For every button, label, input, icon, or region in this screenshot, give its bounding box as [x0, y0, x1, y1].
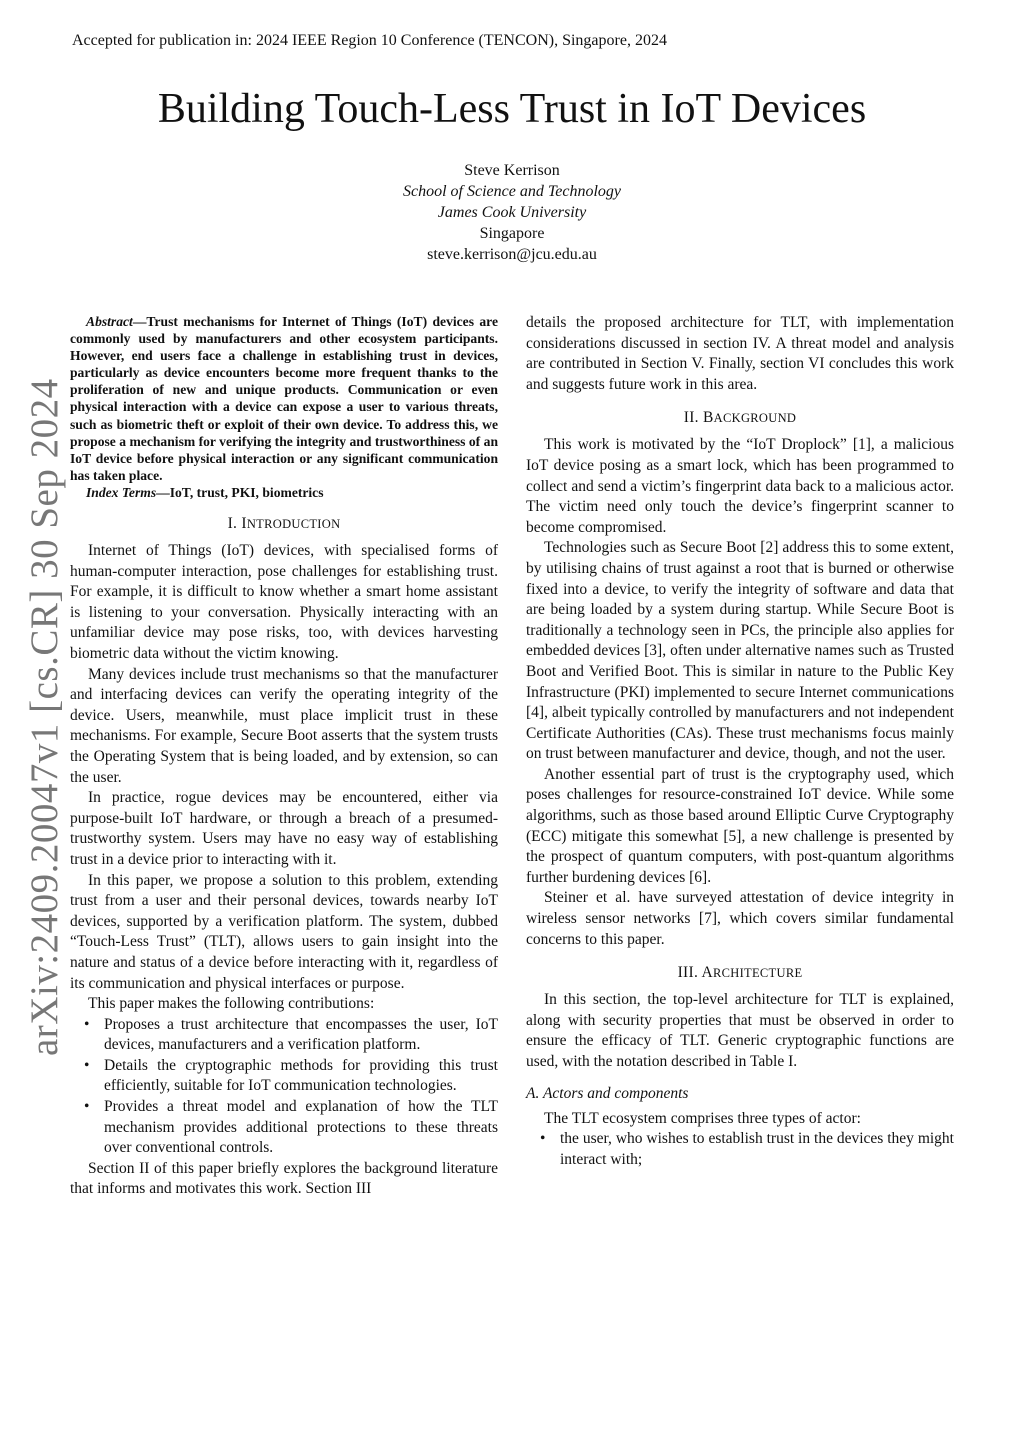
paper-title: Building Touch-Less Trust in IoT Devices [157, 86, 867, 132]
intro-paragraph-1: Internet of Things (IoT) devices, with specialised forms of human-computer interaction, pose challenges for establishing trust. For example, it is difficult to know whether a smart home assistant is listening to your conversation. Physically interacting with an unfamiliar device may pose risks, too, with devices harvesting biometric data without the victim knowing. [70, 542, 498, 662]
list-item: • Proposes a trust architecture that encompasses the user, IoT devices, manufacturers and a verification platform. [84, 1015, 498, 1054]
background-paragraph-4: Steiner et al. have surveyed attestation of device integrity in wireless sensor networks [7], which covers similar fundamental concerns to this paper. [526, 889, 954, 948]
actors-list [526, 1129, 954, 1170]
list-item: • the user, who wishes to establish trust in the devices they might interact with; [540, 1130, 954, 1168]
architecture-paragraph-2: The TLT ecosystem comprises three types of actor: [544, 1109, 861, 1127]
intro-paragraph-6-continued: details the proposed architecture for TLT, with implementation considerations discussed in section IV. A threat model and analysis are contributed in Section V. Finally, section VI concludes this work and suggests future work in this area. [526, 314, 954, 393]
architecture-paragraph-1: In this section, the top-level architecture for TLT is explained, along with security properties that must be observed in order to ensure the efficacy of TLT. Generic cryptographic functions are used, with the notation described in Table I. [526, 991, 954, 1070]
index-terms [70, 484, 498, 501]
intro-paragraph-6: Section II of this paper briefly explores the background literature that informs and motivates this work. Section III [70, 1159, 498, 1198]
abstract-text: —Trust mechanisms for Internet of Things (IoT) devices are commonly used by manufacturers and other ecosystem participants. However, end users face a challenge in establishing trust in devices, particularly as device encounters become more frequent thanks to the proliferation of new and unique products. Communication or even physical interaction with a device can expose a user to various threats, such as biometric theft or exploit of their own device. To address this, we propose a mechanism for verifying the integrity and trustworthiness of an IoT device before physical interaction or any significant communication has taken place. [70, 314, 498, 483]
section-heading-introduction: I. INTRODUCTION [227, 515, 341, 533]
section-heading-background: II. BACKGROUND [683, 409, 797, 427]
section-heading-architecture: III. ARCHITECTURE [677, 964, 803, 982]
publication-notice: Accepted for publication in: 2024 IEEE Region 10 Conference (TENCON), Singapore, 2024 [72, 32, 667, 49]
arxiv-stamp: arXiv:2409.20047v1 [cs.CR] 30 Sep 2024 [23, 378, 66, 1056]
bullet-icon: • [84, 1098, 90, 1116]
index-terms-lead: Index Terms [86, 484, 157, 500]
bullet-icon: • [540, 1130, 546, 1148]
intro-paragraph-3: In practice, rogue devices may be encountered, either via purpose-built IoT hardware, or through a breach of a presumed-trustworthy system. Users may have no easy way of establishing trust in a device prior to interacting with it. [70, 789, 498, 868]
contributions-list [70, 1015, 498, 1159]
subsection-heading-actors: A. Actors and components [526, 1084, 689, 1102]
abstract-lead: Abstract [86, 314, 133, 329]
index-terms-text: —IoT, trust, PKI, biometrics [156, 484, 324, 500]
bullet-icon: • [84, 1056, 90, 1074]
intro-paragraph-2: Many devices include trust mechanisms so that the manufacturer and interfacing devices can verify the operating integrity of the device. Users, meanwhile, must place implicit trust in these mechanisms. For example, Secure Boot asserts that the system trusts the Operating System that is being loaded, and by extension, so can the user. [70, 665, 498, 786]
left-column [70, 313, 498, 1200]
background-paragraph-3: Another essential part of trust is the cryptography used, which poses challenges for resource-constrained IoT device. While some algorithms, such as those based around Elliptic Curve Cryptography (ECC) mitigate this somewhat [5], a new challenge is presented by the prospect of quantum computers, with post-quantum algorithms further burdening devices [6]. [526, 765, 954, 886]
abstract [70, 313, 498, 484]
author-block [0, 160, 1024, 265]
intro-paragraph-5: This paper makes the following contributions: [88, 995, 375, 1013]
author-school: School of Science and Technology [402, 183, 622, 200]
intro-paragraph-4: In this paper, we propose a solution to this problem, extending trust from a user and their personal devices, towards nearby IoT devices, supported by a verification platform. The system, dubbed “Touch-Less Trust” (TLT), allows users to gain insight into the nature and status of a device before interacting with it, regardless of its communication and physical interfaces or purpose. [70, 871, 498, 992]
author-location: Singapore [479, 225, 545, 242]
author-name: Steve Kerrison [464, 162, 560, 179]
bullet-icon: • [84, 1015, 90, 1033]
author-university: James Cook University [437, 204, 587, 221]
background-paragraph-1: This work is motivated by the “IoT Droplock” [1], a malicious IoT device posing as a smart lock, which has been programmed to collect and send a victim’s fingerprint data back to a malicious actor. The victim need only touch the device’s fingerprint scanner to become compromised. [526, 436, 954, 536]
author-email: steve.kerrison@jcu.edu.au [427, 246, 597, 263]
background-paragraph-2: Technologies such as Secure Boot [2] address this to some extent, by utilising chains of trust against a root that is burned or otherwise fixed into a device, to verify the integrity of software and data that are being loaded by a system during startup. While Secure Boot is traditionally a technology seen in PCs, the principle also applies for embedded devices [3], often under alternative names such as Trusted Boot and Verified Boot. This is similar in nature to the Public Key Infrastructure (PKI) implemented to secure Internet communications [4], albeit typically controlled by manufacturers and not independent Certificate Authorities (CAs). These trust mechanisms focus mainly on trust between manufacturer and device, though, and not the user. [526, 539, 954, 763]
list-item: • Provides a threat model and explanation of how the TLT mechanism provides additional protections to these threats over conventional controls. [84, 1098, 498, 1157]
right-column [526, 313, 954, 1170]
list-item: • Details the cryptographic methods for providing this trust efficiently, suitable for IoT communication technologies. [84, 1056, 498, 1095]
